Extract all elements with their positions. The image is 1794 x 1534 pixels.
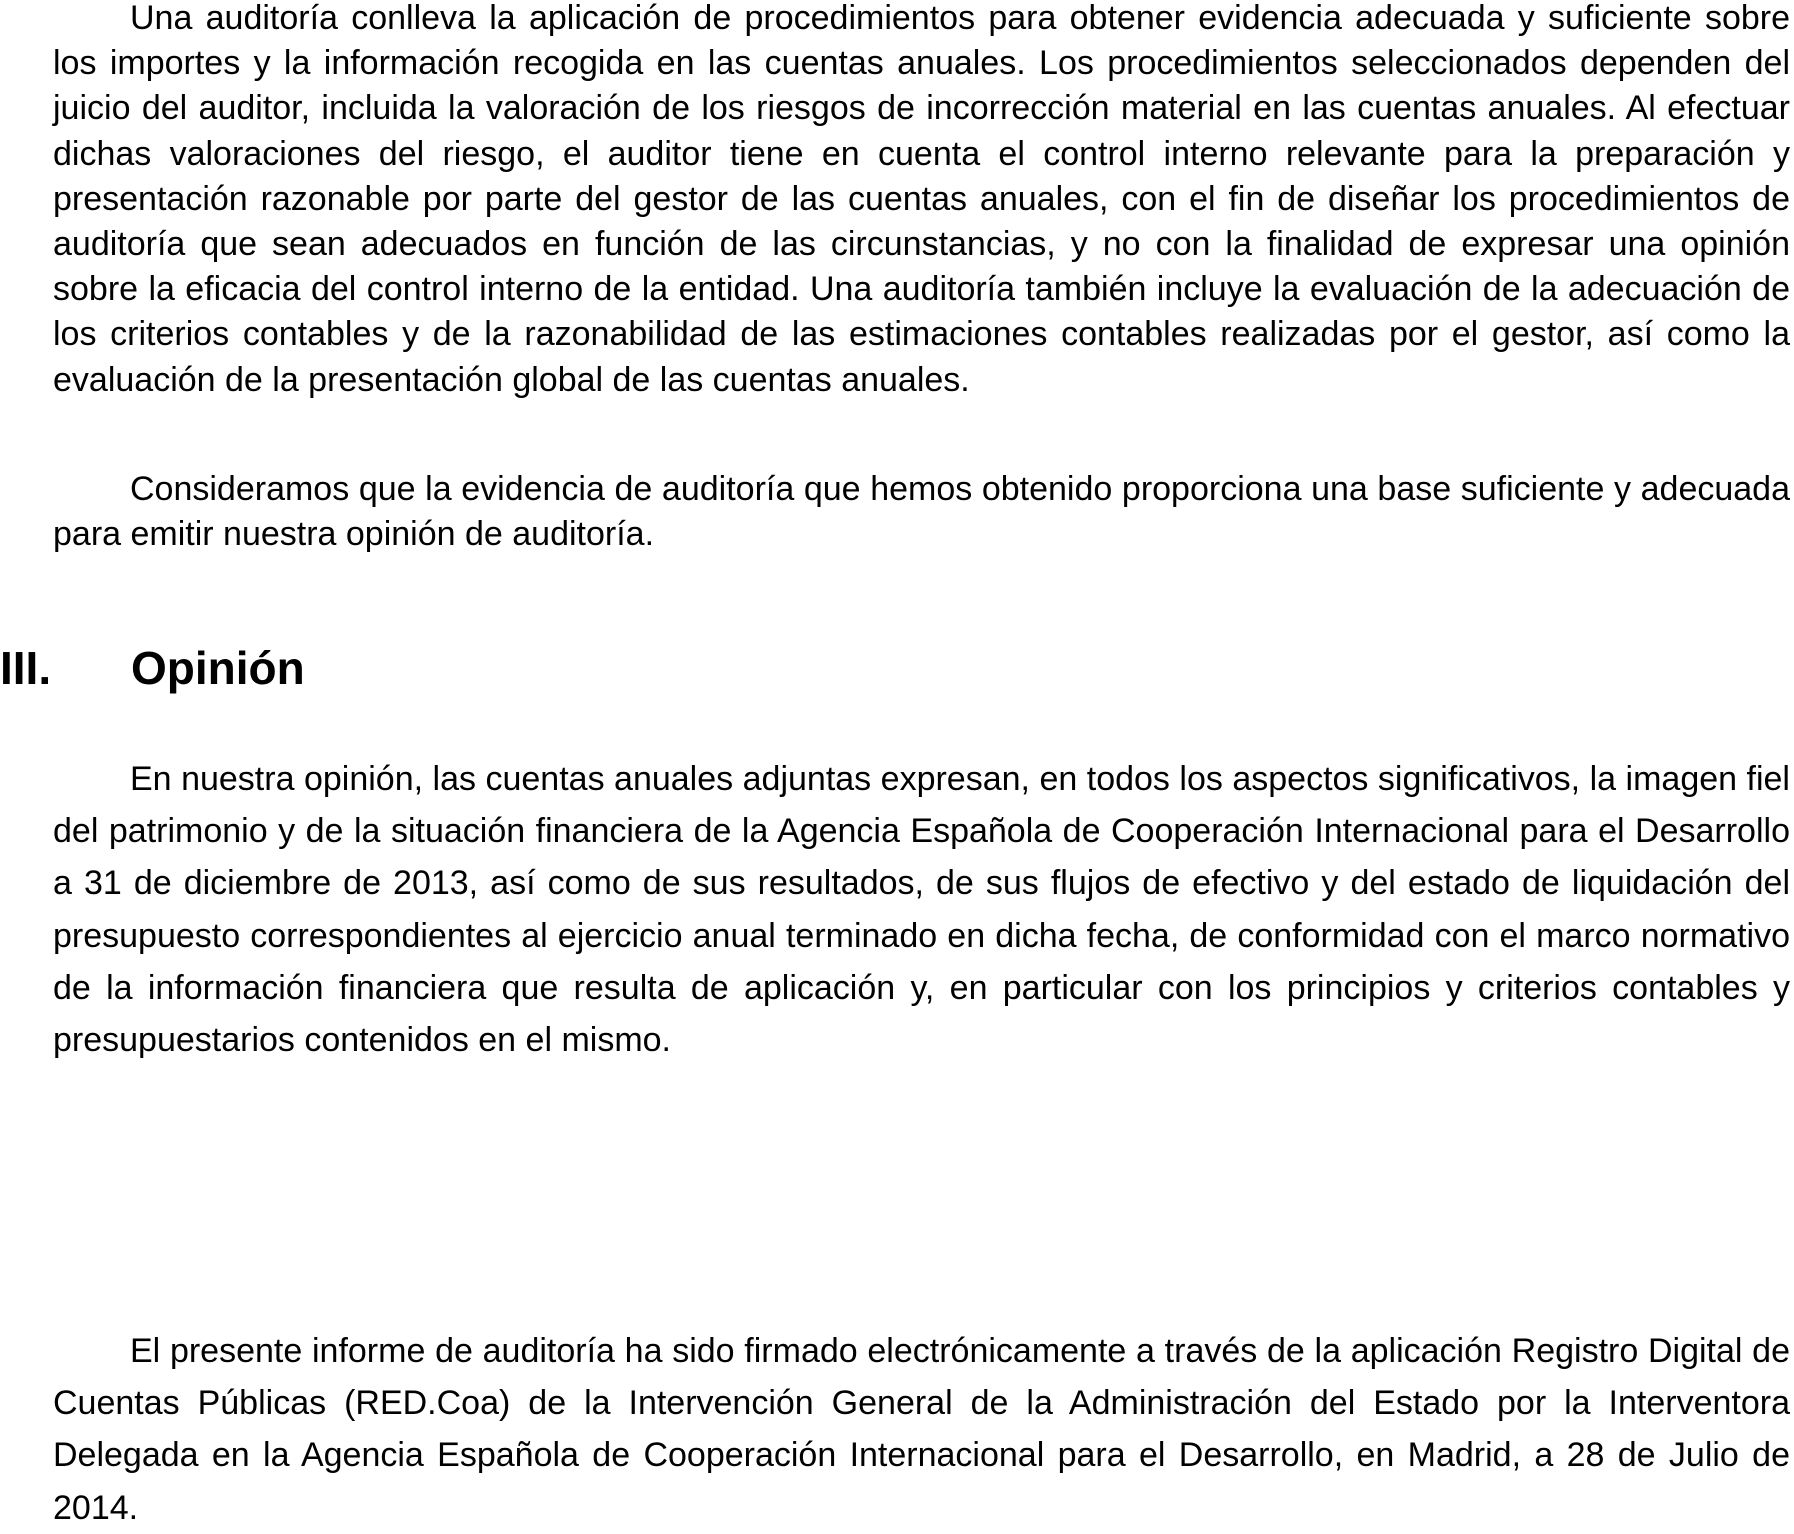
section-heading-opinion [0, 640, 305, 696]
section-number: III. [0, 642, 52, 694]
signature-paragraph: El presente informe de auditoría ha sido firmado electrónicamente a través de la aplicación Registro Digital de Cuentas Públicas (RED.Coa) de la Intervención General de la Administración del Estado por la Interventora Delegada en la Agencia Española de Cooperación Internacional para el Desarrollo, en Madrid, a 28 de Julio de 2014. [53, 1332, 1790, 1527]
audit-procedures-paragraph: Una auditoría conlleva la aplicación de procedimientos para obtener evidencia adecuada y suficiente sobre los importes y la información recogida en las cuentas anuales. Los procedimientos seleccionados dependen del juicio del auditor, incluida la valoración de los riesgos de incorrección material en las cuentas anuales. Al efectuar dichas valoraciones del riesgo, el auditor tiene en cuenta el control interno relevante para la preparación y presentación razonable por parte del gestor de las cuentas anuales, con el fin de diseñar los procedimientos de auditoría que sean adecuados en función de las circunstancias, y no con la finalidad de expresar una opinión sobre la eficacia del control interno de la entidad. Una auditoría también incluye la evaluación de la adecuación de los criterios contables y de la razonabilidad de las estimaciones contables realizadas por el gestor, así como la evaluación de la presentación global de las cuentas anuales. [53, 0, 1790, 399]
audit-evidence-paragraph: Consideramos que la evidencia de auditoría que hemos obtenido proporciona una base suficiente y adecuada para emitir nuestra opinión de auditoría. [53, 470, 1790, 554]
section-title: Opinión [131, 642, 305, 694]
opinion-paragraph: En nuestra opinión, las cuentas anuales adjuntas expresan, en todos los aspectos significativos, la imagen fiel del patrimonio y de la situación financiera de la Agencia Española de Cooperación Internacional para el Desarrollo a 31 de diciembre de 2013, así como de sus resultados, de sus flujos de efectivo y del estado de liquidación del presupuesto correspondientes al ejercicio anual terminado en dicha fecha, de conformidad con el marco normativo de la información financiera que resulta de aplicación y, en particular con los principios y criterios contables y presupuestarios contenidos en el mismo. [53, 760, 1790, 1060]
